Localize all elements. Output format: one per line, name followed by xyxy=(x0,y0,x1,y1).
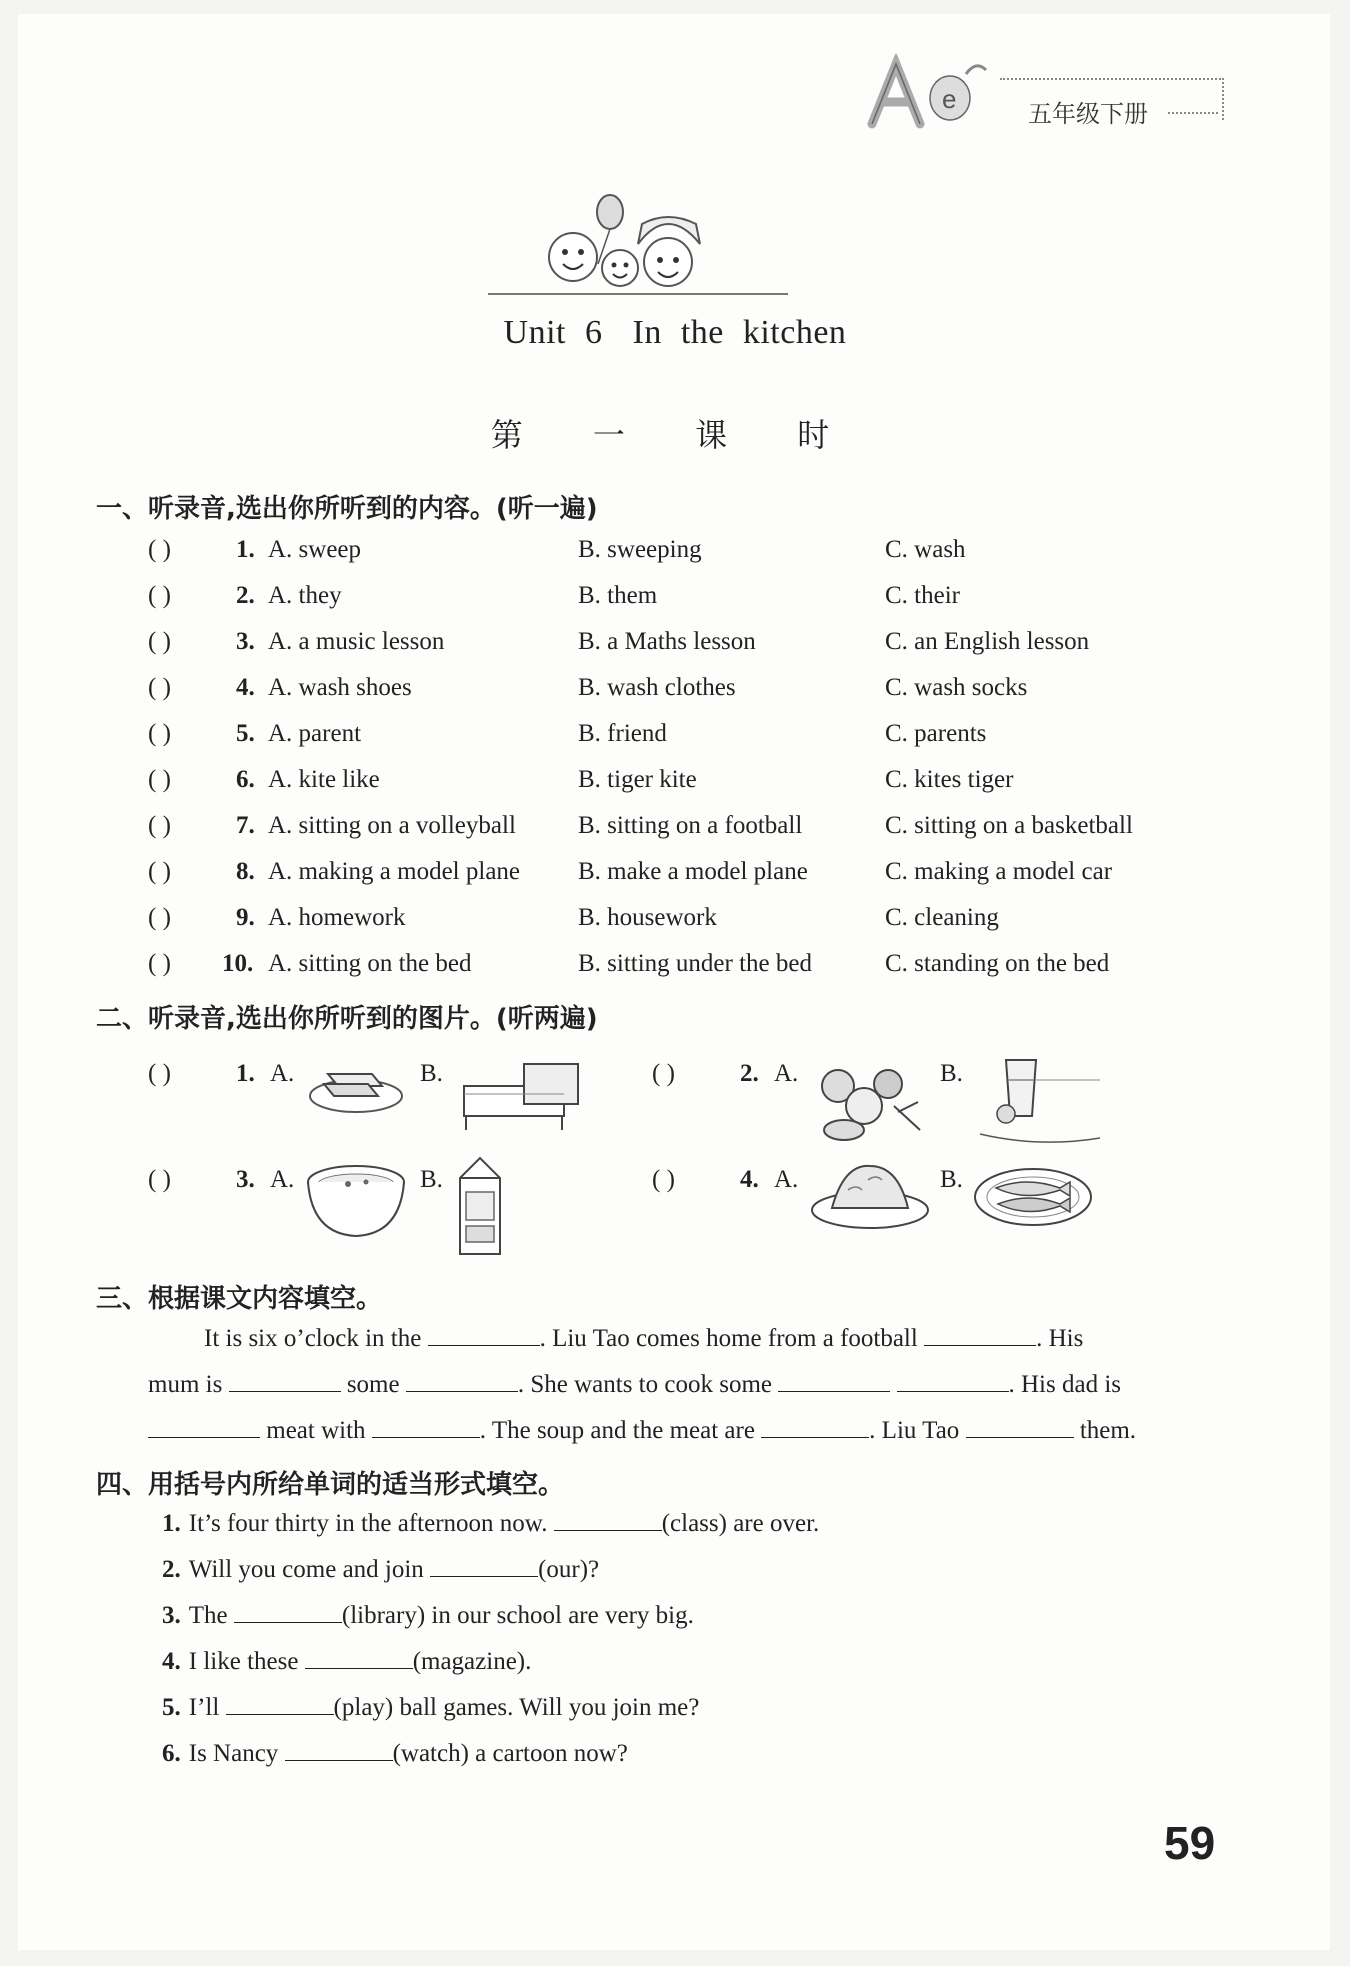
question-text: Is Nancy xyxy=(188,1740,279,1767)
option-c: C. kites tiger xyxy=(885,766,1014,793)
blank-field[interactable] xyxy=(372,1415,480,1438)
blank-field[interactable] xyxy=(148,1415,260,1438)
option-b: B. sitting on a football xyxy=(578,812,803,839)
option-a: A. a music lesson xyxy=(268,628,445,655)
text-fragment: meat with xyxy=(266,1417,366,1444)
option-a: A. xyxy=(774,1060,799,1087)
list-item xyxy=(162,1646,531,1676)
question-text: I like these xyxy=(188,1648,299,1675)
word-hint: (play) ball games. Will you join me? xyxy=(333,1694,700,1721)
kids-illustration-icon xyxy=(488,192,788,302)
blank-field[interactable] xyxy=(554,1508,662,1531)
answer-paren[interactable]: ( ) xyxy=(148,950,171,977)
fill-paragraph-line-3 xyxy=(148,1408,1216,1454)
option-a: A. kite like xyxy=(268,766,380,793)
blank-field[interactable] xyxy=(924,1323,1036,1346)
blank-field[interactable] xyxy=(778,1369,890,1392)
question-number: 3. xyxy=(236,1166,255,1193)
question-number: 2. xyxy=(740,1060,759,1087)
answer-paren[interactable]: ( ) xyxy=(148,674,171,701)
blank-field[interactable] xyxy=(226,1692,334,1715)
option-c: C. standing on the bed xyxy=(885,950,1110,977)
blank-field[interactable] xyxy=(234,1600,342,1623)
list-item xyxy=(148,674,1248,712)
question-number: 6. xyxy=(162,1740,181,1767)
blank-field[interactable] xyxy=(761,1415,869,1438)
lesson-title: 第 一 课 时 xyxy=(490,416,860,454)
option-a: A. making a model plane xyxy=(268,858,521,885)
aplus-logo-icon xyxy=(862,54,992,134)
list-item xyxy=(162,1554,599,1584)
list-item xyxy=(148,858,1248,896)
option-c: C. their xyxy=(885,582,960,609)
question-text: The xyxy=(188,1602,228,1629)
option-c: C. wash xyxy=(885,536,966,563)
question-number: 7. xyxy=(236,812,255,839)
answer-paren[interactable]: ( ) xyxy=(148,904,171,931)
question-number: 4. xyxy=(236,674,255,701)
bread-slices-icon[interactable] xyxy=(306,1056,406,1116)
answer-paren[interactable]: ( ) xyxy=(148,536,171,563)
list-item xyxy=(148,950,1248,988)
question-text: It’s four thirty in the afternoon now. xyxy=(188,1510,548,1537)
answer-paren[interactable]: ( ) xyxy=(652,1060,675,1087)
option-b: B. tiger kite xyxy=(578,766,697,793)
option-a: A. xyxy=(270,1166,295,1193)
option-b: B. sweeping xyxy=(578,536,702,563)
question-number: 4. xyxy=(162,1648,181,1675)
question-text: Will you come and join xyxy=(188,1556,424,1583)
plate-of-fish-icon[interactable] xyxy=(972,1164,1094,1230)
word-hint: (watch) a cartoon now? xyxy=(392,1740,628,1767)
text-fragment: It is six o’clock in the xyxy=(204,1325,422,1352)
milk-carton-icon[interactable] xyxy=(452,1154,508,1258)
section2-heading: 二、听录音,选出你所听到的图片。(听两遍) xyxy=(96,1004,598,1034)
bed-icon[interactable] xyxy=(454,1056,586,1134)
question-number: 1. xyxy=(236,1060,255,1087)
question-number: 6. xyxy=(236,766,255,793)
unit-title xyxy=(0,314,1350,352)
option-b: B. xyxy=(940,1166,963,1193)
fill-paragraph-line-2 xyxy=(148,1362,1216,1408)
option-b: B. housework xyxy=(578,904,717,931)
list-item xyxy=(162,1738,628,1768)
list-item xyxy=(162,1692,699,1722)
list-item xyxy=(148,536,1248,574)
answer-paren[interactable]: ( ) xyxy=(652,1166,675,1193)
list-item xyxy=(148,582,1248,620)
option-a: A. xyxy=(270,1060,295,1087)
list-item xyxy=(148,720,1248,758)
option-b: B. them xyxy=(578,582,658,609)
list-item xyxy=(162,1600,694,1630)
list-item xyxy=(162,1508,819,1538)
page-number: 59 xyxy=(1164,1817,1216,1869)
unit-name: In the kitchen xyxy=(632,314,847,351)
blank-field[interactable] xyxy=(428,1323,540,1346)
question-number: 9. xyxy=(236,904,255,931)
unit-number: Unit 6 xyxy=(503,314,603,351)
text-fragment: them. xyxy=(1079,1417,1137,1444)
blank-field[interactable] xyxy=(897,1369,1009,1392)
list-item xyxy=(148,628,1248,666)
plate-of-rice-icon[interactable] xyxy=(808,1160,932,1232)
option-b: B. make a model plane xyxy=(578,858,808,885)
option-c: C. parents xyxy=(885,720,987,747)
option-c: C. wash socks xyxy=(885,674,1028,701)
option-a: A. xyxy=(774,1166,799,1193)
option-c: C. an English lesson xyxy=(885,628,1090,655)
answer-paren[interactable]: ( ) xyxy=(148,812,171,839)
word-hint: (library) in our school are very big. xyxy=(341,1602,694,1629)
vegetables-icon[interactable] xyxy=(808,1056,928,1146)
blank-field[interactable] xyxy=(229,1369,341,1392)
answer-paren[interactable]: ( ) xyxy=(148,582,171,609)
answer-paren[interactable]: ( ) xyxy=(148,1166,171,1193)
answer-paren[interactable]: ( ) xyxy=(148,628,171,655)
blank-field[interactable] xyxy=(285,1738,393,1761)
text-fragment: . Liu Tao xyxy=(869,1417,960,1444)
answer-paren[interactable]: ( ) xyxy=(148,766,171,793)
word-hint: (magazine). xyxy=(412,1648,532,1675)
option-b: B. xyxy=(420,1166,443,1193)
option-b: B. xyxy=(420,1060,443,1087)
option-b: B. wash clothes xyxy=(578,674,736,701)
option-a: A. wash shoes xyxy=(268,674,412,701)
question-number: 4. xyxy=(740,1166,759,1193)
question-number: 1. xyxy=(162,1510,181,1537)
list-item xyxy=(148,904,1248,942)
question-number: 10. xyxy=(222,950,254,977)
question-number: 5. xyxy=(162,1694,181,1721)
question-number: 3. xyxy=(236,628,255,655)
question-number: 1. xyxy=(236,536,255,563)
option-b: B. xyxy=(940,1060,963,1087)
blank-field[interactable] xyxy=(305,1646,413,1669)
question-number: 5. xyxy=(236,720,255,747)
option-b: B. a Maths lesson xyxy=(578,628,756,655)
text-fragment: . Liu Tao comes home from a football xyxy=(539,1325,918,1352)
word-hint: (class) are over. xyxy=(661,1510,820,1537)
word-hint: (our)? xyxy=(538,1556,600,1583)
option-c: C. sitting on a basketball xyxy=(885,812,1133,839)
text-fragment: . His dad is xyxy=(1008,1371,1121,1398)
text-fragment: . His xyxy=(1036,1325,1084,1352)
answer-paren[interactable]: ( ) xyxy=(148,720,171,747)
option-a: A. sitting on the bed xyxy=(268,950,472,977)
section3-heading: 三、根据课文内容填空。 xyxy=(96,1284,383,1314)
option-b: B. friend xyxy=(578,720,667,747)
text-fragment: mum is xyxy=(148,1371,223,1398)
blank-field[interactable] xyxy=(406,1369,518,1392)
option-a: A. they xyxy=(268,582,342,609)
blank-field[interactable] xyxy=(430,1554,538,1577)
text-fragment: . The soup and the meat are xyxy=(479,1417,755,1444)
bowl-of-soup-icon[interactable] xyxy=(304,1160,408,1240)
grade-dots xyxy=(1168,112,1218,114)
option-a: A. homework xyxy=(268,904,406,931)
section1-heading: 一、听录音,选出你所听到的内容。(听一遍) xyxy=(96,494,598,524)
grade-label: 五年级下册 xyxy=(1028,100,1148,128)
question-number: 2. xyxy=(236,582,255,609)
option-c: C. making a model car xyxy=(885,858,1113,885)
blank-field[interactable] xyxy=(966,1415,1074,1438)
question-number: 8. xyxy=(236,858,255,885)
text-fragment: some xyxy=(346,1371,400,1398)
question-number: 2. xyxy=(162,1556,181,1583)
glass-of-juice-icon[interactable] xyxy=(974,1054,1100,1150)
question-text: I’ll xyxy=(188,1694,220,1721)
option-a: A. parent xyxy=(268,720,362,747)
list-item xyxy=(148,812,1248,850)
option-c: C. cleaning xyxy=(885,904,999,931)
option-b: B. sitting under the bed xyxy=(578,950,812,977)
answer-paren[interactable]: ( ) xyxy=(148,1060,171,1087)
list-item xyxy=(148,766,1248,804)
option-a: A. sitting on a volleyball xyxy=(268,812,516,839)
section4-heading: 四、用括号内所给单词的适当形式填空。 xyxy=(96,1470,565,1500)
question-number: 3. xyxy=(162,1602,181,1629)
svg-text:e: e xyxy=(942,84,957,114)
answer-paren[interactable]: ( ) xyxy=(148,858,171,885)
option-a: A. sweep xyxy=(268,536,362,563)
text-fragment: . She wants to cook some xyxy=(517,1371,772,1398)
fill-paragraph-line-1 xyxy=(148,1316,1216,1362)
